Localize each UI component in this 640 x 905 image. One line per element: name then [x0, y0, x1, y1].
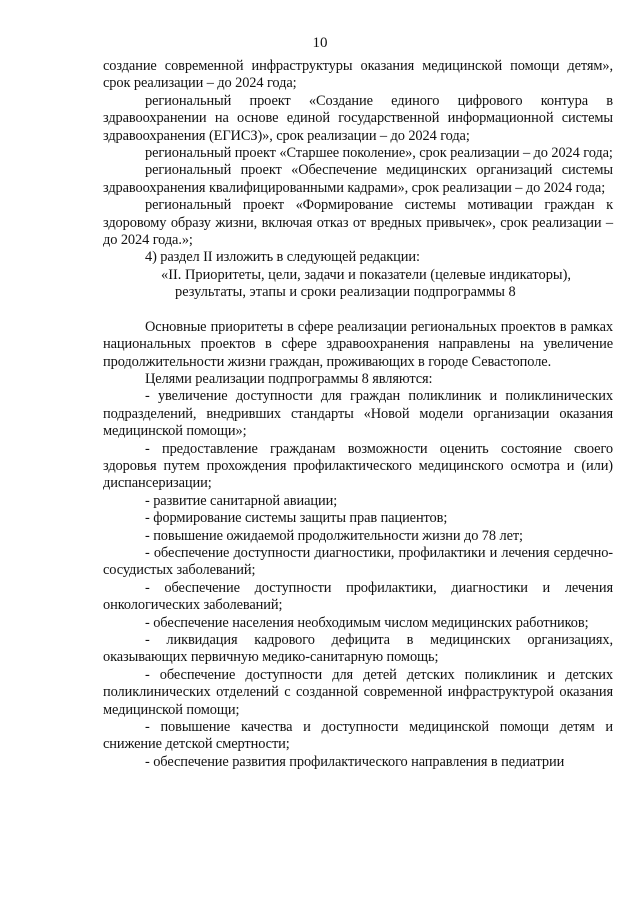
list-item: - повышение качества и доступности медицинской помощи детям и снижение детской смертности; [103, 719, 613, 753]
paragraph: Основные приоритеты в сфере реализации региональных проектов в рамках национальных проектов в сфере здравоохранения направлены на увеличение продолжительности жизни граждан, проживающих в городе Севастополе. [103, 318, 613, 370]
paragraph: региональный проект «Формирование системы мотивации граждан к здоровому образу жизни, включая отказ от вредных привычек», срок реализации – до 2024 года.»; [103, 197, 613, 249]
list-item: - обеспечение населения необходимым числом медицинских работников; [145, 614, 589, 631]
paragraph: региональный проект «Создание единого цифрового контура в здравоохранении на основе единой государственной информационной системы здравоохранения (ЕГИСЗ)», срок реализации – до 2024 года; [103, 92, 613, 144]
list-item: - развитие санитарной авиации; [145, 492, 338, 509]
list-item: - обеспечение доступности диагностики, профилактики и лечения сердечно-сосудистых заболеваний; [103, 544, 613, 579]
list-item: - увеличение доступности для граждан поликлиник и поликлинических подразделений, внедривших стандарты «Новой модели организации оказания медицинской помощи»; [103, 388, 613, 440]
list-item: - ликвидация кадрового дефицита в медицинских организациях, оказывающих первичную медико-санитарную помощь; [103, 632, 613, 666]
page-number: 10 [312, 35, 328, 51]
list-item: - повышение ожидаемой продолжительности жизни до 78 лет; [145, 527, 523, 544]
section-heading: «II. Приоритеты, цели, задачи и показатели (целевые индикаторы), [161, 266, 571, 283]
document-body [103, 58, 613, 771]
paragraph: Целями реализации подпрограммы 8 являются: [145, 370, 433, 387]
paragraph: региональный проект «Обеспечение медицинских организаций системы здравоохранения квалифицированными кадрами», срок реализации – до 2024 года; [103, 162, 613, 196]
spacer [103, 302, 613, 319]
section-heading-continued: результаты, этапы и сроки реализации подпрограммы 8 [175, 284, 516, 301]
paragraph: 4) раздел II изложить в следующей редакции: [145, 249, 420, 266]
list-item: - формирование системы защиты прав пациентов; [145, 510, 448, 527]
list-item: - обеспечение доступности профилактики, диагностики и лечения онкологических заболеваний; [103, 579, 613, 614]
list-item: - предоставление гражданам возможности оценить состояние своего здоровья путем прохождения профилактического медицинского осмотра и (или) диспансеризации; [103, 440, 613, 492]
paragraph: региональный проект «Старшее поколение», срок реализации – до 2024 года; [145, 145, 613, 162]
paragraph: создание современной инфраструктуры оказания медицинской помощи детям», срок реализации – до 2024 года; [103, 58, 613, 92]
list-item: - обеспечение доступности для детей детских поликлиник и детских поликлинических отделений с созданной современной инфраструктурой оказания медицинской помощи; [103, 666, 613, 718]
list-item: - обеспечение развития профилактического направления в педиатрии [145, 753, 565, 770]
